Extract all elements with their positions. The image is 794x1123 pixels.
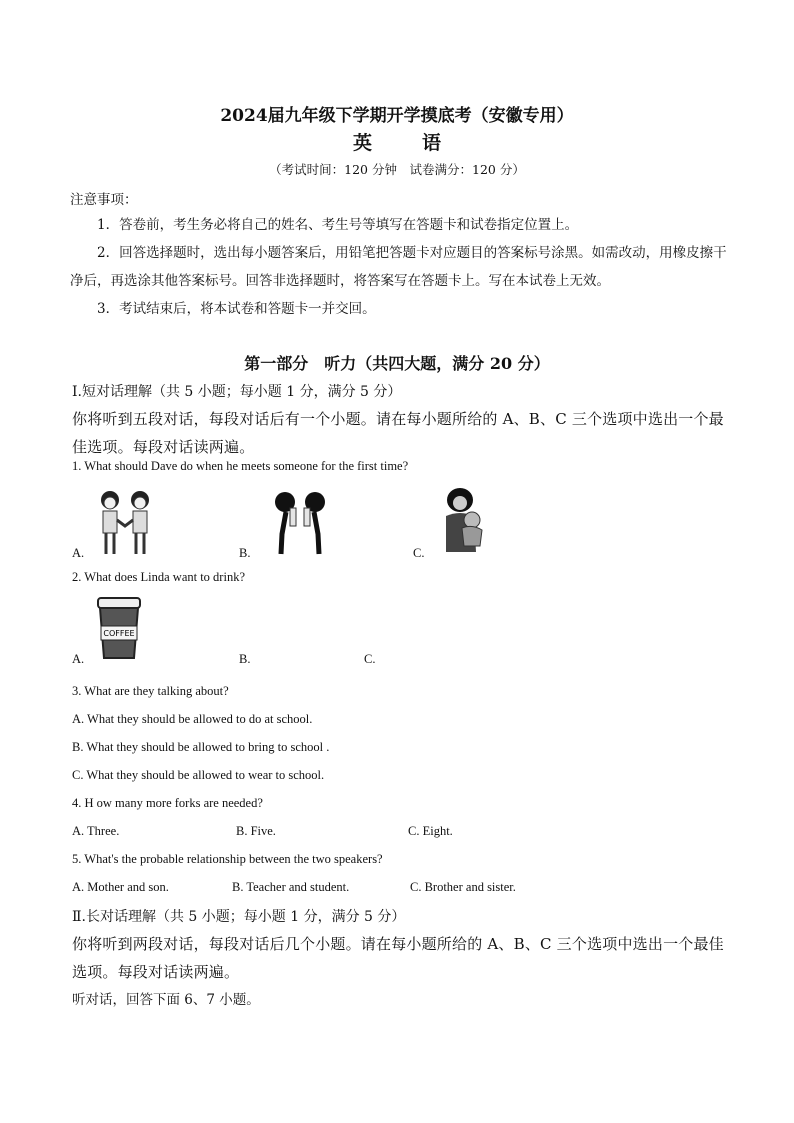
- question-5: 5. What's the probable relationship between the two speakers?: [72, 852, 383, 866]
- section-heading-1: Ⅰ.短对话理解（共 5 小题；每小题 1 分，满分 5 分）: [72, 384, 402, 400]
- q1-option-b[interactable]: B.: [239, 546, 251, 560]
- part-title: 第一部分 听力（共四大题，满分 20 分）: [244, 354, 550, 373]
- exam-title: 2024届九年级下学期开学摸底考（安徽专用）: [220, 106, 574, 126]
- q5-option-a[interactable]: A. Mother and son.: [72, 880, 169, 894]
- section-instruction-1: 你将听到五段对话，每段对话后有一个小题。请在每小题所给的 A、B、C 三个选项中选出一个最佳选项。每段对话读两遍。: [72, 410, 724, 456]
- q1-option-c[interactable]: C.: [413, 546, 425, 560]
- q2-option-c[interactable]: C.: [364, 652, 376, 666]
- q3-option-a[interactable]: A. What they should be allowed to do at school.: [72, 712, 313, 726]
- section-heading-2: Ⅱ.长对话理解（共 5 小题；每小题 1 分，满分 5 分）: [72, 909, 406, 925]
- coffee-cup-label: COFFEE: [103, 629, 135, 638]
- subject-title: 英语: [352, 132, 491, 154]
- section-instruction-2: 你将听到两段对话，每段对话后几个小题。请在每小题所给的 A、B、C 三个选项中选出一个最佳选项。每段对话读两遍。: [72, 935, 724, 981]
- notice-item-2: 2．回答选择题时，选出每小题答案后，用铅笔把答题卡对应题目的答案标号涂黑。如需改动，用橡皮擦干净后，再选涂其他答案标号。回答非选择题时，将答案写在答题卡上。写在本试卷上无效。: [70, 245, 727, 289]
- q2-option-a[interactable]: A.: [72, 652, 85, 666]
- question-2: 2. What does Linda want to drink?: [72, 570, 245, 584]
- notice-heading: 注意事项：: [70, 192, 138, 208]
- notice-item-1: 1．答卷前，考生务必将自己的姓名、考生号等填写在答题卡和试卷指定位置上。: [97, 217, 579, 233]
- q4-option-a[interactable]: A. Three.: [72, 824, 120, 838]
- q4-option-b[interactable]: B. Five.: [236, 824, 276, 838]
- dialogue-lead: 听对话，回答下面 6、7 小题。: [72, 992, 260, 1008]
- coffee-cup-icon: [96, 596, 142, 664]
- question-4: 4. H ow many more forks are needed?: [72, 796, 263, 810]
- bow-icon: [268, 490, 332, 560]
- exam-time-info: （考试时间：120 分钟 试卷满分：120 分）: [269, 162, 525, 177]
- q4-option-c[interactable]: C. Eight.: [408, 824, 453, 838]
- notice-item-3: 3．考试结束后，将本试卷和答题卡一并交回。: [97, 301, 376, 317]
- q3-option-c[interactable]: C. What they should be allowed to wear to school.: [72, 768, 325, 782]
- hug-icon: [440, 486, 488, 558]
- q5-option-c[interactable]: C. Brother and sister.: [410, 880, 516, 894]
- q2-option-b[interactable]: B.: [239, 652, 251, 666]
- question-1: 1. What should Dave do when he meets someone for the first time?: [72, 459, 409, 473]
- question-3: 3. What are they talking about?: [72, 684, 229, 698]
- q3-option-b[interactable]: B. What they should be allowed to bring to school .: [72, 740, 330, 754]
- q5-option-b[interactable]: B. Teacher and student.: [232, 880, 350, 894]
- handshake-icon: [92, 488, 158, 560]
- q1-option-a[interactable]: A.: [72, 546, 85, 560]
